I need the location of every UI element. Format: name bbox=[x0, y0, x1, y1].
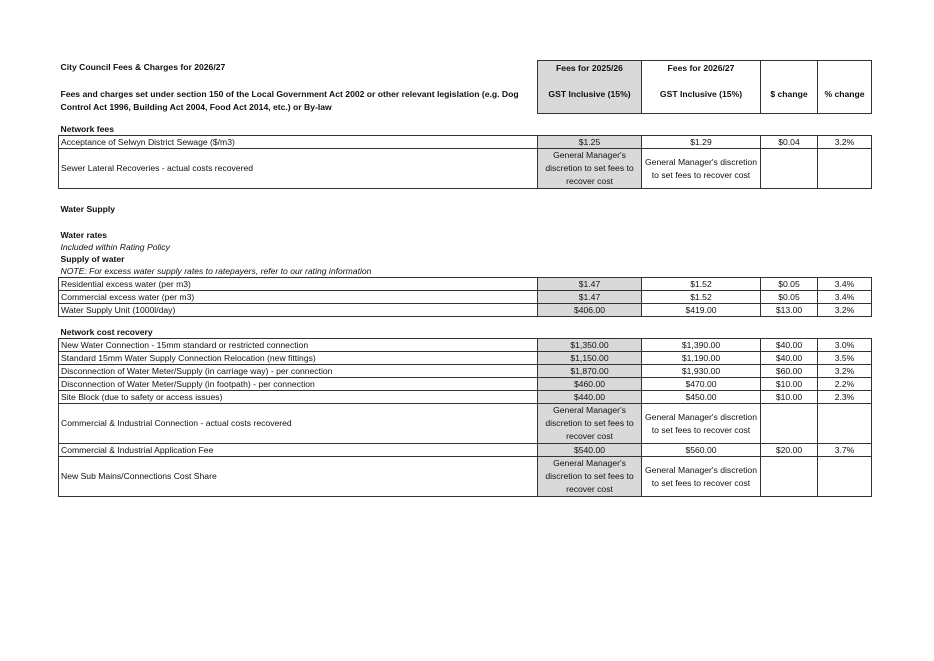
table-row bbox=[59, 278, 872, 291]
pct-change-value bbox=[818, 457, 872, 497]
fee-description: New Water Connection - 15mm standard or restricted connection bbox=[59, 339, 538, 352]
fee-2026-value: $470.00 bbox=[642, 378, 761, 391]
section-heading-network-cost-recovery: Network cost recovery bbox=[60, 326, 153, 337]
fee-2026-value: $560.00 bbox=[642, 444, 761, 457]
pct-change-value: 3.5% bbox=[818, 352, 872, 365]
header-gst-2026: GST Inclusive (15%) bbox=[642, 75, 761, 114]
fee-2025-value: $440.00 bbox=[538, 391, 642, 404]
fee-description: Water Supply Unit (1000l/day) bbox=[59, 304, 538, 317]
fee-2026-value: General Manager's discretion to set fees to recover cost bbox=[642, 457, 761, 497]
table-row bbox=[59, 444, 872, 457]
header-pct-change-top bbox=[818, 61, 872, 76]
fee-2025-value: $1.25 bbox=[538, 136, 642, 149]
document-title: City Council Fees & Charges for 2026/27 bbox=[60, 62, 226, 73]
fee-description: Site Block (due to safety or access issues) bbox=[59, 391, 538, 404]
fee-2025-value: $1,150.00 bbox=[538, 352, 642, 365]
pct-change-value: 3.2% bbox=[818, 304, 872, 317]
pct-change-value: 3.7% bbox=[818, 444, 872, 457]
fee-2025-value: $1,350.00 bbox=[538, 339, 642, 352]
fee-2025-value: $1.47 bbox=[538, 291, 642, 304]
table-row bbox=[59, 457, 872, 497]
network-cost-recovery-table bbox=[59, 339, 872, 497]
dollar-change-value: $40.00 bbox=[761, 352, 818, 365]
pct-change-value: 3.4% bbox=[818, 291, 872, 304]
fee-2026-value: $1.29 bbox=[642, 136, 761, 149]
dollar-change-value: $0.04 bbox=[761, 136, 818, 149]
header-pct-change: % change bbox=[818, 75, 872, 114]
pct-change-value: 3.4% bbox=[818, 278, 872, 291]
pct-change-value: 2.3% bbox=[818, 391, 872, 404]
header-dollar-change-top bbox=[761, 61, 818, 76]
dollar-change-value: $10.00 bbox=[761, 391, 818, 404]
fee-description: Standard 15mm Water Supply Connection Relocation (new fittings) bbox=[59, 352, 538, 365]
section-heading-water-supply: Water Supply bbox=[60, 203, 116, 214]
fee-2026-value: $1.52 bbox=[642, 291, 761, 304]
pct-change-value: 3.0% bbox=[818, 339, 872, 352]
table-row bbox=[59, 378, 872, 391]
header-fees-2026: Fees for 2026/27 bbox=[642, 61, 761, 76]
section-heading-supply-of-water: Supply of water bbox=[60, 253, 125, 264]
fee-description: Disconnection of Water Meter/Supply (in footpath) - per connection bbox=[59, 378, 538, 391]
fee-description: Acceptance of Selwyn District Sewage ($/m3) bbox=[59, 136, 538, 149]
fee-description: New Sub Mains/Connections Cost Share bbox=[59, 457, 538, 497]
dollar-change-value bbox=[761, 457, 818, 497]
dollar-change-value: $0.05 bbox=[761, 291, 818, 304]
fee-description: Commercial excess water (per m3) bbox=[59, 291, 538, 304]
fees-sheet bbox=[58, 60, 871, 497]
dollar-change-value: $13.00 bbox=[761, 304, 818, 317]
section-heading-network-fees: Network fees bbox=[60, 123, 114, 134]
table-row bbox=[59, 291, 872, 304]
supply-of-water-table bbox=[59, 278, 872, 317]
fee-2025-value: $1.47 bbox=[538, 278, 642, 291]
section-heading-water-rates: Water rates bbox=[60, 229, 107, 240]
table-row bbox=[59, 404, 872, 444]
fee-2026-value: General Manager's discretion to set fees to recover cost bbox=[642, 149, 761, 189]
fee-2025-value: General Manager's discretion to set fees to recover cost bbox=[538, 149, 642, 189]
supply-of-water-note: NOTE: For excess water supply rates to ratepayers, refer to our rating information bbox=[60, 265, 372, 276]
pct-change-value: 3.2% bbox=[818, 365, 872, 378]
fee-2025-value: General Manager's discretion to set fees to recover cost bbox=[538, 404, 642, 444]
dollar-change-value: $0.05 bbox=[761, 278, 818, 291]
table-row bbox=[59, 304, 872, 317]
water-rates-note: Included within Rating Policy bbox=[60, 241, 170, 252]
table-row bbox=[59, 136, 872, 149]
pct-change-value bbox=[818, 404, 872, 444]
pct-change-value bbox=[818, 149, 872, 189]
fee-2025-value: $1,870.00 bbox=[538, 365, 642, 378]
table-row bbox=[59, 365, 872, 378]
dollar-change-value: $20.00 bbox=[761, 444, 818, 457]
dollar-change-value bbox=[761, 149, 818, 189]
document-subtitle: Fees and charges set under section 150 of the Local Government Act 2002 or other relevant legislation (e.g. Dog Control Act 1996, Building Act 2004, Food Act 2014, etc.) or By-law bbox=[60, 88, 519, 112]
pct-change-value: 3.2% bbox=[818, 136, 872, 149]
fee-2025-value: $540.00 bbox=[538, 444, 642, 457]
table-row bbox=[59, 149, 872, 189]
header-gst-2025: GST Inclusive (15%) bbox=[538, 75, 642, 114]
fee-2026-value: $1,390.00 bbox=[642, 339, 761, 352]
table-row bbox=[59, 391, 872, 404]
fee-2026-value: $1,190.00 bbox=[642, 352, 761, 365]
dollar-change-value bbox=[761, 404, 818, 444]
fee-description: Commercial & Industrial Application Fee bbox=[59, 444, 538, 457]
header-fees-2025: Fees for 2025/26 bbox=[538, 61, 642, 76]
table-row bbox=[59, 339, 872, 352]
header-dollar-change: $ change bbox=[761, 75, 818, 114]
network-fees-table bbox=[59, 136, 872, 189]
fee-2026-value: General Manager's discretion to set fees to recover cost bbox=[642, 404, 761, 444]
fee-2026-value: $1,930.00 bbox=[642, 365, 761, 378]
dollar-change-value: $60.00 bbox=[761, 365, 818, 378]
dollar-change-value: $10.00 bbox=[761, 378, 818, 391]
fee-2026-value: $450.00 bbox=[642, 391, 761, 404]
fee-2025-value: $406.00 bbox=[538, 304, 642, 317]
fee-2025-value: $460.00 bbox=[538, 378, 642, 391]
fees-table bbox=[58, 60, 872, 497]
fee-description: Commercial & Industrial Connection - actual costs recovered bbox=[59, 404, 538, 444]
fee-2025-value: General Manager's discretion to set fees to recover cost bbox=[538, 457, 642, 497]
fee-description: Sewer Lateral Recoveries - actual costs recovered bbox=[59, 149, 538, 189]
table-row bbox=[59, 352, 872, 365]
fee-2026-value: $1.52 bbox=[642, 278, 761, 291]
fee-2026-value: $419.00 bbox=[642, 304, 761, 317]
pct-change-value: 2.2% bbox=[818, 378, 872, 391]
fee-description: Disconnection of Water Meter/Supply (in carriage way) - per connection bbox=[59, 365, 538, 378]
dollar-change-value: $40.00 bbox=[761, 339, 818, 352]
fee-description: Residential excess water (per m3) bbox=[59, 278, 538, 291]
